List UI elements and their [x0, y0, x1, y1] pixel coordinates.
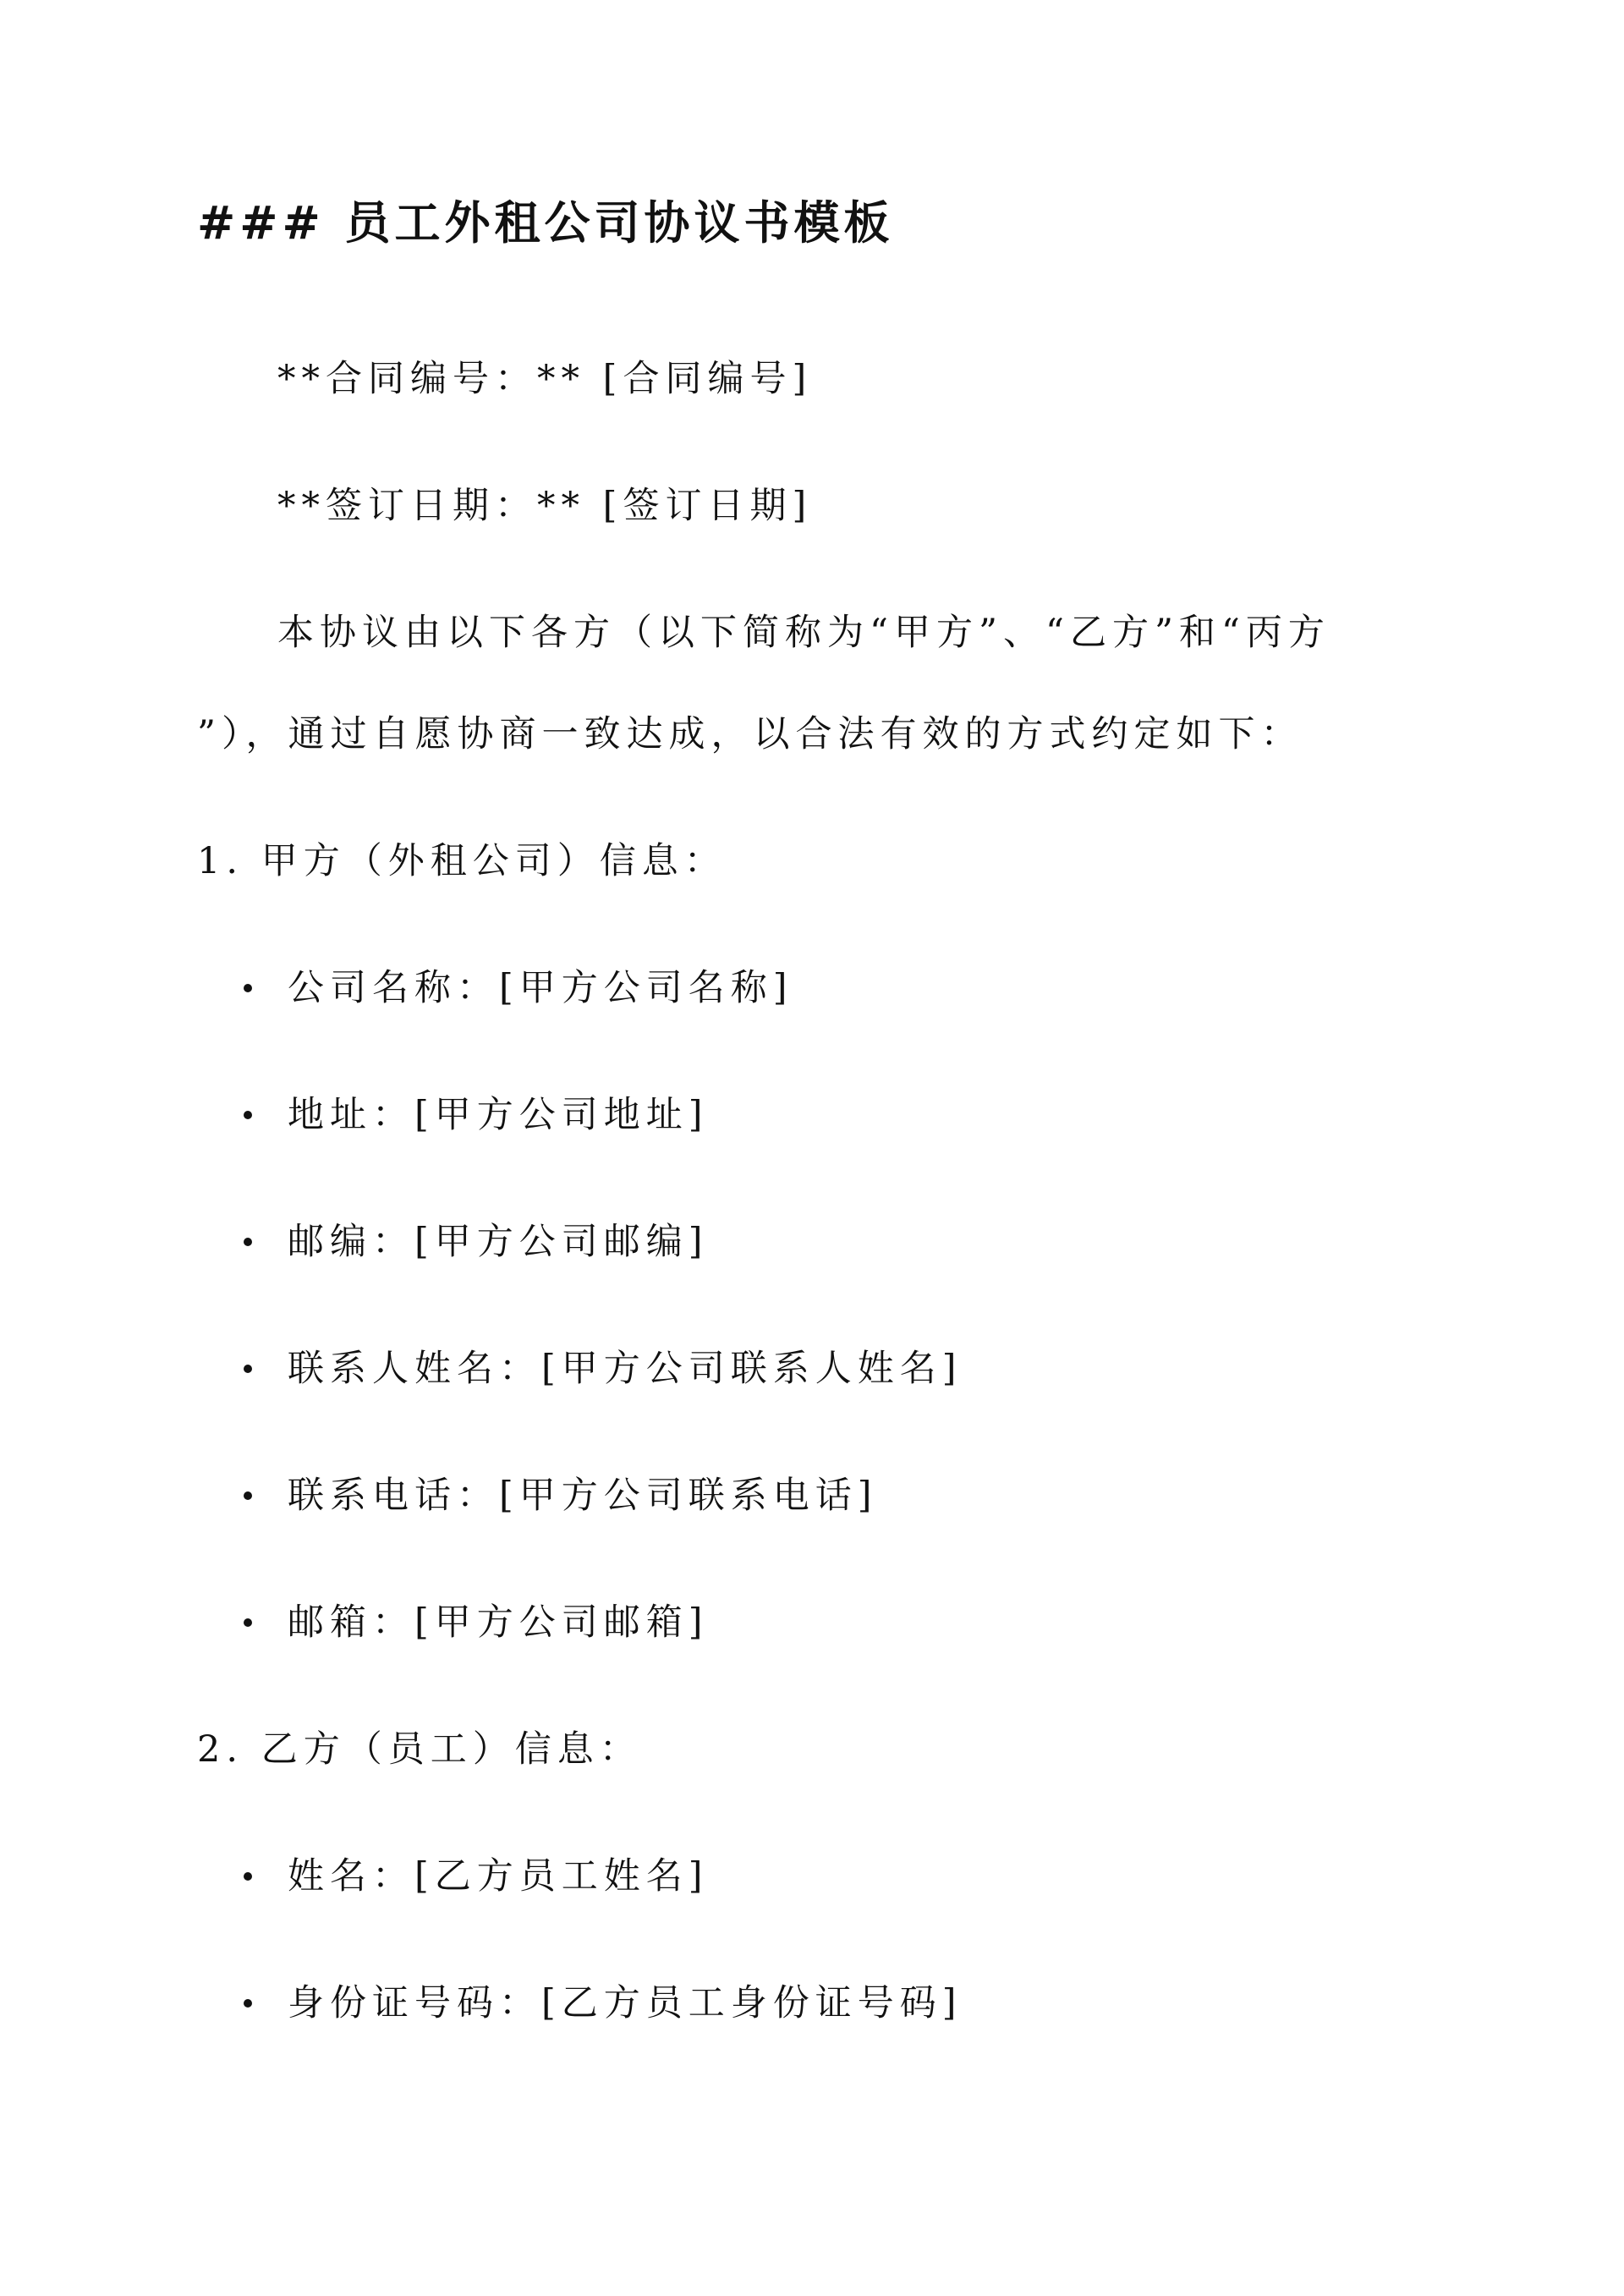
list-item [244, 1090, 709, 1140]
section-1-heading: 1. 甲方（外租公司）信息： [197, 840, 727, 882]
list-item [244, 1978, 963, 2029]
list-item [244, 1343, 963, 1394]
bullet-icon [244, 1999, 252, 2008]
list-item [244, 1597, 709, 1648]
list-item-text: 身份证号码：[乙方员工身份证号码] [288, 1982, 963, 2024]
list-item-text: 邮编：[甲方公司邮编] [288, 1221, 709, 1263]
list-item [244, 1851, 709, 1902]
intro-paragraph-line-1: 本协议由以下各方（以下简称为“甲方”、“乙方”和“丙方 [277, 612, 1330, 654]
list-item-text: 邮箱：[甲方公司邮箱] [288, 1601, 709, 1644]
bullet-icon [244, 1365, 252, 1373]
bullet-icon [244, 1872, 252, 1881]
sign-date-line: **签订日期：** [签订日期] [277, 485, 813, 527]
list-item-text: 地址：[甲方公司地址] [288, 1094, 709, 1136]
document-title: ### 员工外租公司协议书模板 [197, 195, 894, 250]
intro-paragraph-line-2: ”），通过自愿协商一致达成，以合法有效的方式约定如下： [197, 713, 1303, 755]
bullet-icon [244, 1111, 252, 1119]
list-item-text: 公司名称：[甲方公司名称] [288, 967, 793, 1009]
list-item-text: 联系人姓名：[甲方公司联系人姓名] [288, 1348, 963, 1390]
list-item [244, 1217, 709, 1267]
list-item [244, 963, 793, 1013]
list-item [244, 1470, 878, 1521]
list-item-text: 联系电话：[甲方公司联系电话] [288, 1475, 878, 1517]
list-item-text: 姓名：[乙方员工姓名] [288, 1855, 709, 1898]
bullet-icon [244, 984, 252, 992]
bullet-icon [244, 1238, 252, 1246]
bullet-icon [244, 1618, 252, 1627]
contract-number-line: **合同编号：** [合同编号] [277, 358, 813, 400]
bullet-icon [244, 1491, 252, 1500]
section-2-heading: 2. 乙方（员工）信息： [197, 1728, 642, 1771]
